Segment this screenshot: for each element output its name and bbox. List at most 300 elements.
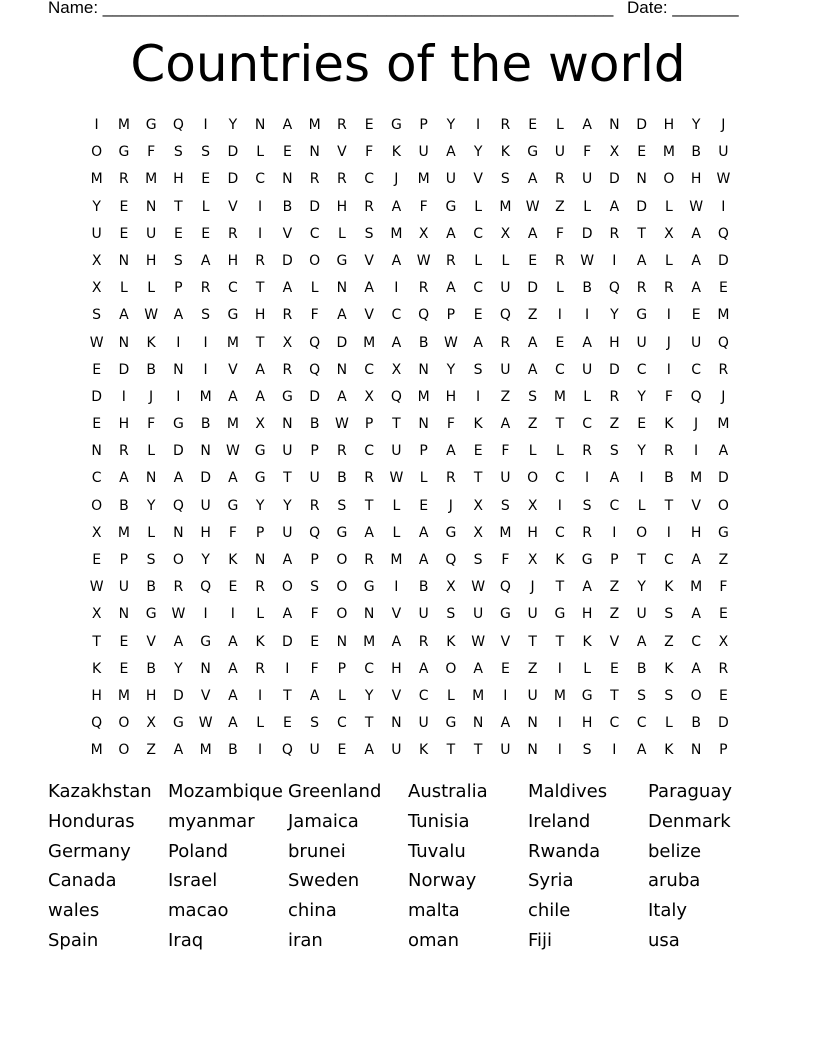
grid-letter: Y — [283, 497, 292, 514]
grid-letter: L — [555, 117, 564, 133]
grid-letter: H — [336, 198, 348, 215]
grid-letter: N — [200, 443, 211, 460]
grid-letter: K — [446, 633, 456, 650]
grid-letter: Q — [172, 117, 184, 133]
grid-letter: B — [582, 280, 592, 297]
grid-letter: W — [171, 606, 186, 623]
grid-letter: X — [282, 334, 293, 351]
grid-letter: Q — [91, 715, 103, 732]
grid-row — [83, 330, 737, 357]
word-list-item: Fiji — [528, 929, 553, 951]
grid-letter: I — [557, 742, 562, 759]
grid-letter: P — [419, 443, 428, 460]
grid-letter: R — [609, 388, 620, 405]
grid-letter: B — [664, 470, 674, 487]
grid-letter: D — [608, 171, 620, 188]
grid-letter: Z — [527, 660, 538, 677]
grid-letter: C — [636, 361, 647, 378]
grid-letter: A — [527, 225, 538, 242]
grid-letter: U — [500, 280, 511, 297]
grid-letter: W — [144, 307, 159, 324]
grid-letter: J — [530, 579, 535, 596]
grid-letter: V — [500, 633, 511, 650]
grid-letter: H — [145, 687, 157, 704]
grid-letter: N — [690, 742, 702, 759]
grid-letter: Z — [527, 307, 538, 324]
grid-letter: K — [419, 742, 429, 759]
grid-letter: S — [146, 552, 156, 568]
grid-letter: F — [446, 416, 455, 433]
grid-letter: N — [336, 280, 348, 297]
grid-letter: U — [636, 334, 647, 351]
grid-letter: Y — [201, 552, 210, 568]
grid-letter: L — [664, 198, 673, 215]
grid-letter: F — [147, 416, 156, 433]
grid-letter: R — [418, 280, 429, 297]
grid-letter: S — [201, 144, 211, 161]
grid-row — [83, 683, 737, 710]
grid-letter: Z — [664, 633, 674, 650]
grid-letter: F — [228, 524, 237, 541]
grid-letter: D — [118, 361, 130, 378]
word-search-grid — [83, 112, 737, 765]
grid-letter: N — [145, 198, 157, 215]
word-list-item: usa — [648, 929, 680, 951]
grid-letter: E — [92, 361, 102, 378]
grid-letter: D — [336, 334, 348, 351]
grid-letter: G — [172, 416, 184, 433]
grid-letter: A — [582, 579, 592, 596]
date-field-label: Date: _______ — [627, 0, 739, 17]
grid-letter: W — [416, 252, 431, 269]
grid-letter: C — [691, 633, 702, 650]
grid-letter: L — [337, 225, 346, 242]
grid-letter: X — [255, 416, 265, 433]
grid-letter: A — [282, 280, 293, 297]
grid-letter: R — [609, 225, 620, 242]
grid-letter: G — [172, 715, 184, 732]
grid-letter: I — [203, 117, 208, 133]
grid-letter: R — [173, 579, 184, 596]
grid-letter: L — [501, 252, 510, 269]
grid-letter: F — [501, 552, 510, 568]
grid-letter: A — [691, 660, 701, 677]
grid-letter: B — [282, 198, 293, 215]
grid-letter: V — [691, 497, 701, 514]
grid-letter: E — [637, 144, 647, 161]
grid-letter: M — [199, 388, 212, 405]
grid-letter: T — [610, 687, 619, 704]
grid-letter: O — [717, 497, 729, 514]
word-list-item: Paraguay — [648, 781, 733, 802]
grid-letter: X — [473, 524, 483, 541]
grid-letter: E — [637, 416, 647, 433]
grid-letter: A — [446, 144, 456, 161]
grid-letter: X — [473, 497, 483, 514]
word-list-item: Tuvalu — [408, 840, 466, 862]
grid-letter: D — [227, 171, 239, 188]
word-list-item: Syria — [528, 870, 574, 892]
grid-letter: C — [473, 225, 484, 242]
grid-letter: R — [718, 361, 729, 378]
grid-letter: A — [446, 443, 456, 460]
word-list-item: Greenland — [288, 781, 382, 802]
grid-letter: A — [119, 470, 129, 487]
grid-row — [83, 357, 737, 384]
grid-letter: R — [446, 470, 456, 487]
grid-letter: X — [527, 552, 538, 568]
grid-letter: G — [527, 144, 539, 161]
grid-letter: Y — [146, 497, 156, 514]
grid-letter: S — [310, 579, 320, 596]
grid-letter: I — [612, 524, 617, 541]
grid-letter: K — [228, 552, 238, 568]
grid-letter: O — [336, 552, 348, 568]
word-list-item: Canada — [48, 870, 117, 892]
grid-letter: A — [527, 334, 538, 351]
grid-letter: B — [200, 416, 211, 433]
grid-letter: C — [91, 470, 102, 487]
grid-letter: M — [717, 416, 730, 433]
grid-letter: M — [363, 633, 376, 650]
grid-letter: L — [419, 470, 428, 487]
grid-letter: B — [146, 361, 156, 378]
grid-letter: I — [557, 497, 562, 514]
grid-letter: R — [282, 307, 293, 324]
grid-letter: S — [364, 225, 374, 242]
grid-letter: S — [500, 171, 510, 188]
grid-letter: M — [90, 171, 103, 188]
grid-letter: L — [474, 198, 483, 215]
grid-letter: Q — [717, 334, 729, 351]
grid-letter: N — [282, 171, 293, 188]
grid-letter: A — [200, 252, 211, 269]
grid-letter: U — [500, 470, 511, 487]
grid-row — [83, 465, 737, 492]
grid-letter: Y — [255, 497, 265, 514]
grid-letter: M — [417, 388, 430, 405]
grid-letter: M — [226, 334, 239, 351]
grid-letter: V — [609, 633, 620, 650]
grid-letter: I — [666, 307, 671, 324]
word-list-item: Rwanda — [528, 840, 601, 862]
grid-letter: G — [336, 524, 348, 541]
grid-letter: N — [254, 552, 266, 568]
grid-letter: Y — [691, 117, 701, 133]
grid-letter: S — [664, 687, 674, 704]
grid-letter: A — [500, 715, 511, 732]
grid-letter: C — [636, 715, 647, 732]
grid-letter: X — [91, 252, 102, 269]
grid-letter: W — [334, 416, 349, 433]
grid-letter: K — [555, 552, 565, 568]
grid-letter: U — [718, 144, 729, 161]
grid-letter: X — [364, 388, 374, 405]
grid-letter: C — [336, 715, 347, 732]
grid-letter: U — [282, 443, 293, 460]
grid-row — [83, 710, 737, 737]
grid-letter: G — [390, 117, 402, 133]
grid-letter: D — [608, 361, 620, 378]
grid-letter: R — [119, 443, 129, 460]
grid-letter: A — [527, 361, 538, 378]
grid-letter: W — [471, 633, 486, 650]
grid-letter: L — [310, 280, 319, 297]
grid-letter: I — [612, 742, 617, 759]
grid-letter: A — [418, 660, 429, 677]
grid-letter: O — [336, 579, 348, 596]
grid-row — [83, 438, 737, 465]
grid-letter: W — [580, 252, 595, 269]
grid-letter: R — [364, 470, 374, 487]
grid-letter: C — [364, 361, 375, 378]
grid-letter: E — [282, 715, 292, 732]
grid-letter: B — [418, 334, 429, 351]
grid-letter: G — [281, 388, 293, 405]
grid-letter: K — [664, 742, 674, 759]
grid-letter: Q — [717, 225, 729, 242]
grid-letter: N — [254, 117, 266, 133]
grid-letter: O — [336, 606, 348, 623]
grid-letter: U — [500, 361, 511, 378]
grid-letter: P — [119, 552, 129, 568]
grid-letter: Y — [92, 198, 101, 215]
grid-letter: T — [637, 552, 646, 568]
grid-letter: N — [118, 252, 130, 269]
grid-letter: S — [637, 687, 647, 704]
grid-letter: V — [282, 225, 293, 242]
grid-letter: N — [145, 470, 157, 487]
grid-letter: H — [118, 416, 130, 433]
grid-letter: C — [364, 443, 375, 460]
grid-letter: U — [500, 742, 511, 759]
grid-letter: A — [337, 307, 347, 324]
grid-letter: G — [717, 524, 729, 541]
grid-letter: O — [172, 552, 184, 568]
grid-letter: E — [528, 117, 538, 133]
grid-letter: A — [500, 416, 511, 433]
grid-letter: X — [718, 633, 729, 650]
grid-letter: Q — [309, 334, 321, 351]
grid-letter: S — [173, 252, 183, 269]
grid-letter: O — [281, 579, 293, 596]
grid-letter: E — [473, 443, 483, 460]
word-list-item: aruba — [648, 870, 701, 892]
grid-letter: A — [282, 117, 293, 133]
grid-letter: T — [174, 198, 183, 215]
grid-letter: E — [718, 606, 728, 623]
grid-letter: P — [174, 280, 183, 297]
grid-letter: J — [394, 171, 399, 188]
grid-letter: L — [337, 687, 346, 704]
grid-letter: J — [694, 416, 699, 433]
grid-letter: H — [227, 252, 239, 269]
grid-letter: U — [527, 606, 538, 623]
grid-letter: T — [555, 579, 565, 596]
grid-letter: W — [689, 198, 704, 215]
grid-letter: N — [336, 361, 348, 378]
grid-letter: C — [609, 715, 620, 732]
grid-letter: E — [609, 660, 619, 677]
grid-letter: A — [691, 552, 701, 568]
grid-row — [83, 275, 737, 302]
grid-letter: W — [89, 579, 104, 596]
grid-letter: Q — [608, 280, 620, 297]
grid-letter: E — [92, 416, 102, 433]
word-list-item: china — [288, 900, 337, 922]
grid-letter: T — [364, 715, 374, 732]
word-list-item: Spain — [48, 929, 99, 951]
grid-letter: U — [391, 443, 402, 460]
grid-letter: P — [719, 742, 728, 759]
grid-letter: A — [446, 225, 456, 242]
word-list-item: Denmark — [648, 810, 731, 832]
grid-letter: Y — [473, 144, 483, 161]
word-list-item: Kazakhstan — [48, 781, 152, 802]
grid-letter: I — [258, 742, 263, 759]
grid-letter: Q — [200, 579, 212, 596]
grid-letter: Z — [609, 416, 620, 433]
grid-letter: U — [309, 470, 320, 487]
grid-letter: U — [418, 144, 429, 161]
grid-letter: H — [91, 687, 102, 704]
grid-letter: T — [664, 497, 674, 514]
grid-letter: K — [391, 144, 401, 161]
grid-letter: C — [364, 660, 375, 677]
grid-letter: N — [282, 416, 293, 433]
grid-letter: H — [690, 524, 702, 541]
grid-letter: N — [363, 606, 375, 623]
word-list-item: Australia — [408, 781, 488, 802]
grid-letter: I — [258, 687, 263, 704]
grid-letter: M — [553, 388, 566, 405]
grid-letter: U — [418, 715, 429, 732]
grid-letter: R — [255, 579, 265, 596]
grid-letter: F — [583, 144, 592, 161]
grid-letter: R — [555, 252, 565, 269]
grid-letter: A — [718, 443, 729, 460]
grid-letter: L — [392, 497, 401, 514]
grid-letter: S — [446, 606, 456, 623]
grid-row — [83, 656, 737, 683]
grid-letter: W — [716, 171, 731, 188]
grid-letter: X — [446, 579, 456, 596]
grid-letter: G — [445, 715, 457, 732]
grid-letter: E — [282, 144, 292, 161]
grid-letter: G — [145, 117, 157, 133]
grid-letter: Z — [718, 552, 729, 568]
grid-letter: A — [691, 252, 701, 269]
grid-letter: I — [503, 687, 508, 704]
grid-letter: I — [121, 388, 126, 405]
grid-letter: M — [499, 524, 512, 541]
grid-letter: S — [473, 552, 483, 568]
grid-row — [83, 574, 737, 601]
grid-letter: Q — [281, 742, 293, 759]
grid-letter: Q — [309, 524, 321, 541]
word-list-item: Maldives — [528, 781, 608, 802]
grid-letter: F — [719, 579, 728, 596]
grid-letter: A — [691, 280, 701, 297]
grid-letter: R — [364, 552, 374, 568]
grid-letter: H — [581, 715, 593, 732]
grid-letter: B — [146, 579, 156, 596]
grid-letter: H — [690, 171, 702, 188]
grid-letter: A — [364, 280, 374, 297]
grid-letter: M — [145, 171, 158, 188]
word-list-item: Honduras — [48, 810, 135, 832]
grid-letter: I — [721, 198, 726, 215]
grid-letter: V — [364, 307, 374, 324]
grid-letter: A — [527, 171, 538, 188]
word-list-item: Mozambique — [168, 781, 283, 802]
grid-letter: O — [663, 171, 675, 188]
grid-letter: N — [200, 660, 211, 677]
grid-letter: A — [228, 660, 238, 677]
grid-letter: I — [476, 117, 481, 133]
grid-letter: O — [527, 470, 539, 487]
grid-letter: R — [228, 225, 238, 242]
grid-letter: U — [527, 687, 538, 704]
grid-letter: F — [664, 388, 673, 405]
grid-letter: E — [119, 198, 129, 215]
grid-letter: Z — [527, 416, 538, 433]
grid-letter: U — [91, 225, 102, 242]
grid-letter: B — [337, 470, 347, 487]
grid-letter: Q — [445, 552, 457, 568]
grid-letter: R — [555, 171, 565, 188]
grid-letter: D — [717, 470, 729, 487]
grid-row — [83, 601, 737, 628]
grid-letter: N — [173, 361, 184, 378]
grid-letter: Z — [555, 198, 565, 215]
grid-letter: W — [225, 443, 240, 460]
grid-letter: H — [200, 524, 211, 541]
grid-letter: D — [227, 144, 239, 161]
grid-letter: Y — [446, 361, 456, 378]
grid-letter: Z — [609, 606, 620, 623]
word-list-item: Iraq — [168, 929, 204, 951]
grid-letter: M — [199, 742, 212, 759]
grid-letter: G — [445, 524, 457, 541]
grid-letter: L — [664, 252, 673, 269]
grid-letter: O — [690, 687, 702, 704]
grid-letter: E — [228, 579, 238, 596]
grid-letter: R — [582, 524, 592, 541]
grid-letter: W — [443, 334, 458, 351]
word-list-item: oman — [408, 929, 459, 951]
grid-letter: E — [92, 552, 102, 568]
grid-letter: E — [173, 225, 183, 242]
grid-letter: A — [473, 334, 483, 351]
grid-letter: F — [419, 198, 428, 215]
grid-letter: U — [582, 361, 593, 378]
grid-letter: A — [636, 742, 647, 759]
grid-letter: D — [717, 715, 729, 732]
grid-letter: C — [691, 361, 702, 378]
grid-letter: P — [364, 416, 374, 433]
grid-row — [83, 520, 737, 547]
grid-letter: I — [585, 307, 590, 324]
grid-letter: U — [473, 606, 484, 623]
grid-letter: R — [337, 171, 347, 188]
word-list-item: Italy — [648, 900, 688, 922]
grid-letter: H — [173, 171, 184, 188]
grid-letter: I — [666, 361, 671, 378]
grid-letter: Q — [172, 497, 184, 514]
grid-letter: C — [554, 470, 565, 487]
grid-letter: R — [309, 497, 320, 514]
